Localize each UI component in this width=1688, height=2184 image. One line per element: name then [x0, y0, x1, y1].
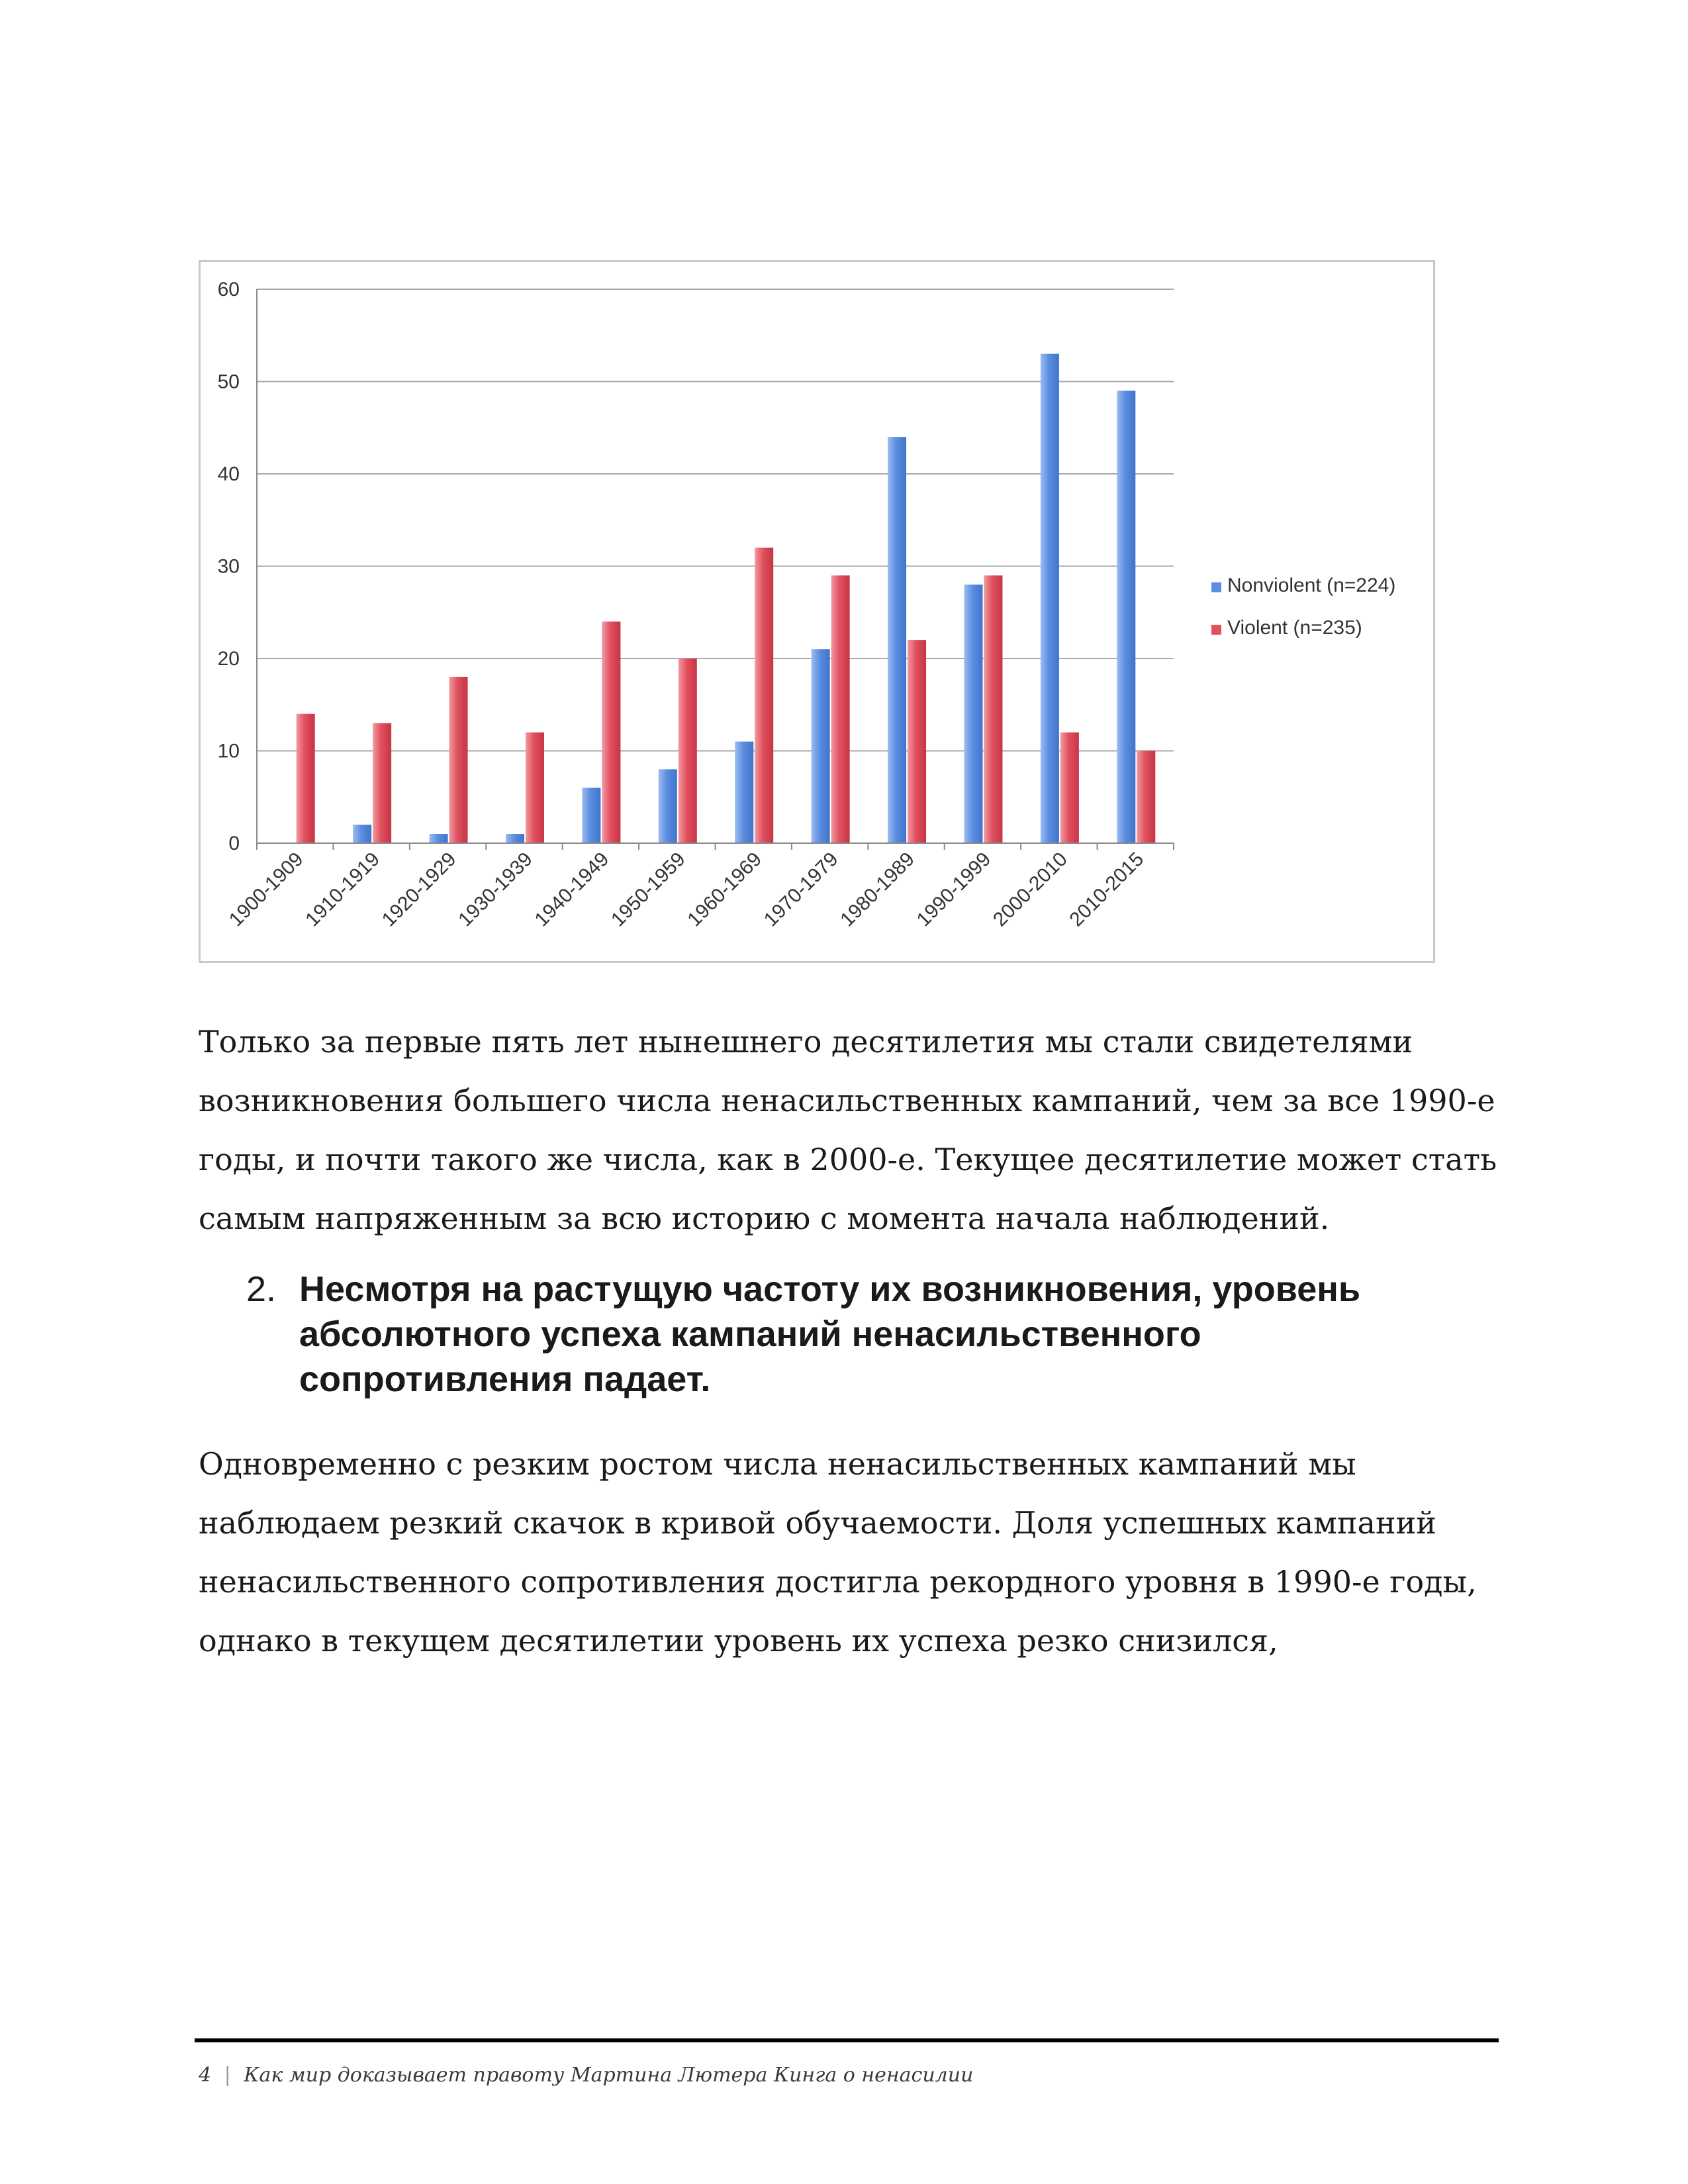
x-tick-label: 1900-1909 [224, 848, 308, 931]
bar-nonviolent [735, 742, 753, 843]
paragraph-line: Только за первые пять лет нынешнего десятилетия мы стали свидетелями [199, 1024, 1413, 1060]
legend-label: Nonviolent (n=224) [1227, 574, 1396, 596]
bar-nonviolent [888, 437, 906, 843]
bar-violent [1060, 733, 1079, 843]
footer-separator: | [224, 2064, 231, 2087]
page-footer [199, 2064, 973, 2087]
bar-nonviolent [582, 788, 600, 843]
bar-violent [908, 640, 926, 843]
bar-violent [679, 659, 697, 843]
legend-swatch [1211, 625, 1221, 635]
heading-text [299, 1267, 1360, 1402]
bar-violent [1137, 751, 1155, 844]
footer-title: Как мир доказывает правоту Мартина Лютера Кинга о ненасилии [244, 2064, 974, 2087]
chart-figure [199, 260, 1435, 963]
bar-nonviolent [1041, 354, 1059, 843]
bar-nonviolent [812, 649, 830, 843]
paragraph-line: годы, и почти такого же числа, как в 2000-е. Текущее десятилетие может стать [199, 1142, 1497, 1177]
bar-violent [297, 714, 315, 843]
bar-nonviolent [964, 584, 982, 843]
x-tick-label: 2000-2010 [989, 848, 1072, 931]
x-tick-label: 1940-1949 [530, 848, 614, 931]
y-tick-label: 50 [217, 371, 240, 393]
footer-rule [195, 2038, 1499, 2042]
paragraph-line: возникновения большего числа ненасильственных кампаний, чем за все 1990-е [199, 1083, 1495, 1118]
y-tick-label: 30 [217, 555, 240, 578]
heading-line: сопротивления падает. [299, 1359, 711, 1399]
y-tick-label: 20 [217, 648, 240, 670]
bar-nonviolent [506, 834, 524, 843]
bar-nonviolent [1117, 390, 1135, 843]
legend-swatch [1211, 582, 1221, 592]
page-number: 4 [199, 2064, 212, 2087]
bar-violent [831, 575, 850, 843]
bar-nonviolent [659, 769, 677, 843]
bar-violent [526, 733, 544, 843]
bar-violent [755, 548, 773, 843]
heading-line: абсолютного успеха кампаний ненасильственного [299, 1314, 1201, 1354]
bar-violent [984, 575, 1002, 843]
x-tick-label: 1980-1989 [836, 848, 919, 931]
paragraph-line: ненасильственного сопротивления достигла рекордного уровня в 1990-е годы, [199, 1564, 1477, 1600]
x-tick-label: 1930-1939 [454, 848, 537, 931]
paragraph-line: однако в текущем десятилетии уровень их успеха резко снизился, [199, 1623, 1278, 1659]
legend-label: Violent (n=235) [1227, 617, 1362, 639]
heading-line: Несмотря на растущую частоту их возникновения, уровень [299, 1269, 1361, 1309]
y-tick-label: 0 [228, 833, 240, 854]
x-tick-label: 1920-1929 [377, 848, 461, 931]
bar-violent [373, 723, 391, 843]
paragraph-line: самым напряженным за всю историю с момента начала наблюдений. [199, 1201, 1330, 1236]
x-tick-label: 2010-2015 [1065, 848, 1149, 931]
bar-chart [201, 262, 1433, 961]
heading-number: 2. [246, 1269, 277, 1309]
bar-violent [602, 621, 620, 843]
x-tick-label: 1960-1969 [683, 848, 767, 931]
y-tick-label: 10 [217, 740, 240, 762]
bar-nonviolent [353, 825, 371, 843]
paragraph-2 [199, 1435, 1496, 1670]
x-tick-label: 1950-1959 [606, 848, 690, 931]
paragraph-line: наблюдаем резкий скачок в кривой обучаемости. Доля успешных кампаний [199, 1505, 1436, 1541]
x-tick-label: 1910-1919 [301, 848, 385, 931]
y-tick-label: 40 [217, 463, 240, 485]
bar-nonviolent [430, 834, 448, 843]
bar-violent [449, 677, 468, 843]
paragraph-line: Одновременно с резким ростом числа ненасильственных кампаний мы [199, 1446, 1356, 1482]
x-tick-label: 1970-1979 [759, 848, 843, 931]
paragraph-1 [199, 1013, 1496, 1248]
y-tick-label: 60 [217, 279, 240, 300]
x-tick-label: 1990-1999 [912, 848, 996, 931]
